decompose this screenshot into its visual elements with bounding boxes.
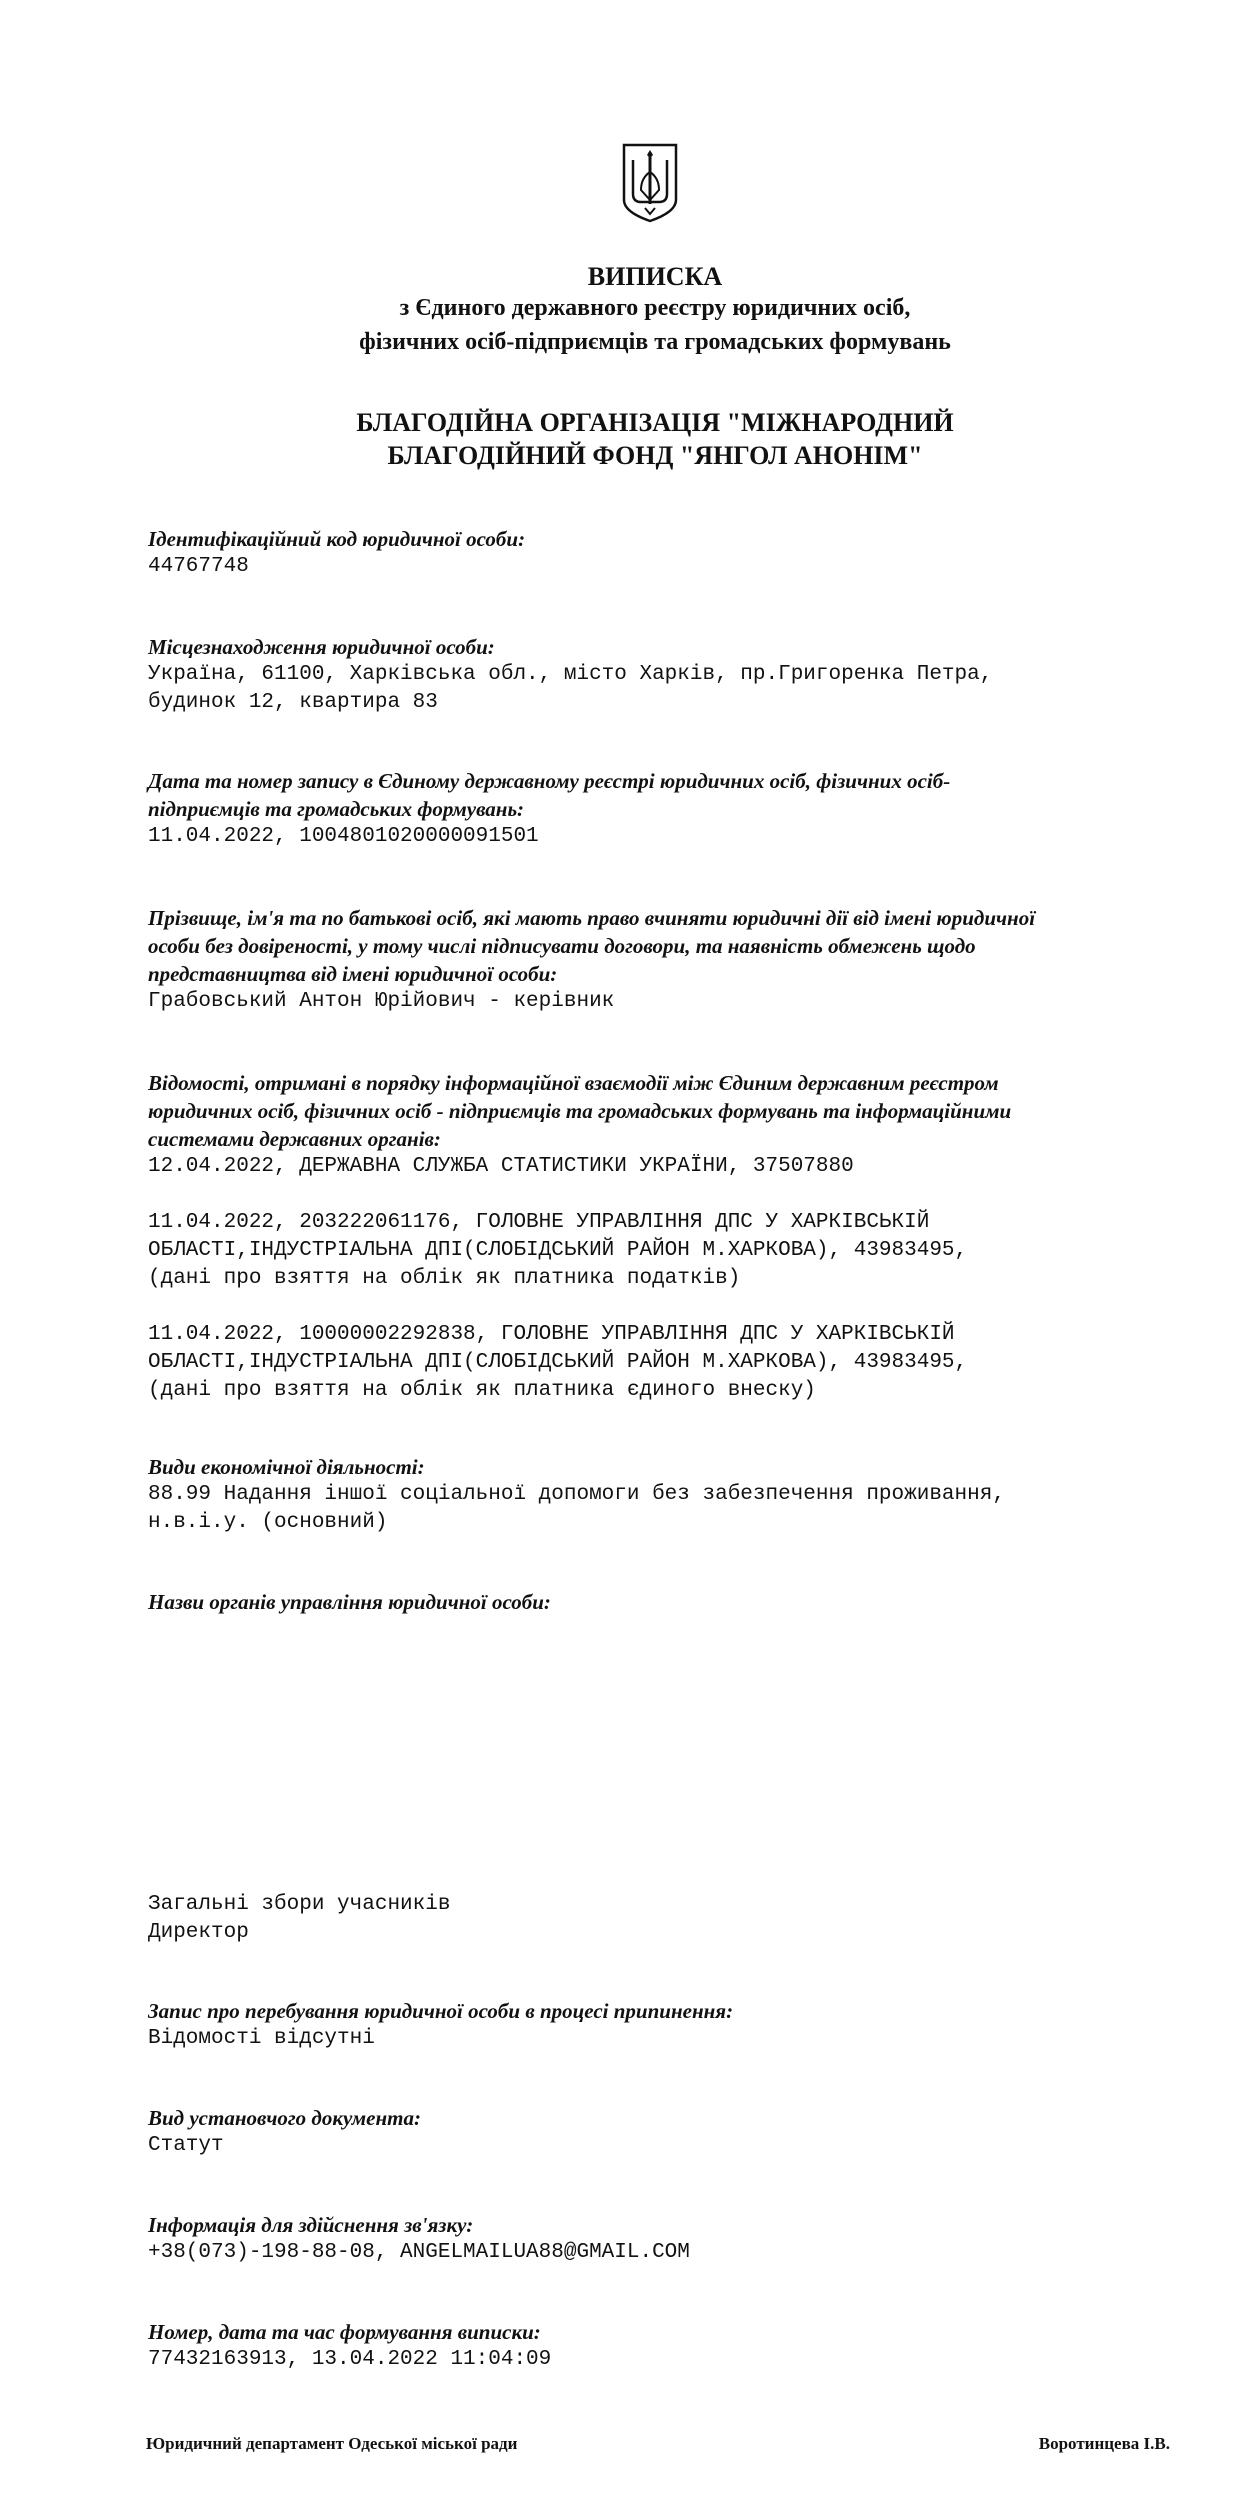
representatives-label-line3: представництва від імені юридичної особи: bbox=[148, 962, 558, 986]
trident-icon bbox=[621, 142, 679, 224]
interaction-label-line3: системами державних органів: bbox=[148, 1127, 441, 1151]
organization-name-line2: БЛАГОДІЙНИЙ ФОНД "ЯНГОЛ АНОНІМ" bbox=[387, 441, 923, 470]
organization-name-line1: БЛАГОДІЙНА ОРГАНІЗАЦІЯ "МІЖНАРОДНИЙ bbox=[356, 408, 954, 437]
document-title: ВИПИСКА bbox=[587, 262, 723, 291]
management-value-line2: Директор bbox=[148, 1921, 249, 1944]
representatives-label-line2: особи без довіреності, у тому числі підписувати договори, та наявність обмежень щодо bbox=[148, 934, 976, 958]
interaction-label-line2: юридичних осіб, фізичних осіб - підприємців та громадських формувань та інформаційними bbox=[148, 1099, 1012, 1123]
footer-department: Юридичний департамент Одеської міської ради bbox=[146, 2434, 518, 2453]
id-code-label: Ідентифікаційний код юридичної особи: bbox=[148, 527, 526, 551]
extract-info-label: Номер, дата та час формування виписки: bbox=[148, 2320, 541, 2344]
location-value-line2: будинок 12, квартира 83 bbox=[148, 691, 438, 714]
document-subtitle-line2: фізичних осіб-підприємців та громадських формувань bbox=[359, 329, 951, 355]
activities-label: Види економічної діяльності: bbox=[148, 1455, 425, 1479]
activities-value-line1: 88.99 Надання іншої соціальної допомоги без забезпечення проживання, bbox=[148, 1483, 1005, 1506]
interaction-entry-3-line2: ОБЛАСТІ,ІНДУСТРІАЛЬНА ДПІ(СЛОБІДСЬКИЙ РАЙОН М.ХАРКОВА), 43983495, bbox=[148, 1351, 968, 1374]
contact-label: Інформація для здійснення зв'язку: bbox=[148, 2213, 474, 2237]
representatives-label-line1: Прізвище, ім'я та по батькові осіб, які мають право вчиняти юридичні дії від імені юридичної bbox=[148, 906, 1036, 930]
management-label: Назви органів управління юридичної особи: bbox=[148, 1590, 551, 1614]
registration-value: 11.04.2022, 1004801020000091501 bbox=[148, 825, 539, 848]
termination-label: Запис про перебування юридичної особи в процесі припинення: bbox=[148, 1999, 734, 2023]
interaction-entry-3-line3: (дані про взяття на облік як платника єдиного внеску) bbox=[148, 1379, 816, 1402]
management-value-line1: Загальні збори учасників bbox=[148, 1893, 451, 1916]
interaction-entry-2-line3: (дані про взяття на облік як платника податків) bbox=[148, 1267, 741, 1290]
interaction-entry-2-line2: ОБЛАСТІ,ІНДУСТРІАЛЬНА ДПІ(СЛОБІДСЬКИЙ РАЙОН М.ХАРКОВА), 43983495, bbox=[148, 1239, 968, 1262]
representatives-value: Грабовський Антон Юрійович - керівник bbox=[148, 990, 615, 1013]
interaction-entry-3-line1: 11.04.2022, 10000002292838, ГОЛОВНЕ УПРАВЛІННЯ ДПС У ХАРКІВСЬКІЙ bbox=[148, 1323, 955, 1346]
interaction-label-line1: Відомості, отримані в порядку інформаційної взаємодії між Єдиним державним реєстром bbox=[148, 1071, 999, 1095]
id-code-value: 44767748 bbox=[148, 555, 249, 578]
location-label: Місцезнаходження юридичної особи: bbox=[148, 635, 495, 659]
registration-label-line2: підприємців та громадських формувань: bbox=[148, 797, 525, 821]
document-subtitle-line1: з Єдиного державного реєстру юридичних осіб, bbox=[399, 295, 911, 321]
extract-info-value: 77432163913, 13.04.2022 11:04:09 bbox=[148, 2348, 552, 2371]
contact-value: +38(073)-198-88-08, ANGELMAILUA88@GMAIL.COM bbox=[148, 2241, 690, 2264]
termination-value: Відомості відсутні bbox=[148, 2027, 375, 2050]
founding-doc-value: Статут bbox=[148, 2134, 224, 2157]
interaction-entry-1: 12.04.2022, ДЕРЖАВНА СЛУЖБА СТАТИСТИКИ УКРАЇНИ, 37507880 bbox=[148, 1155, 854, 1178]
footer-signatory: Воротинцева І.В. bbox=[1038, 2434, 1170, 2453]
interaction-entry-2-line1: 11.04.2022, 203222061176, ГОЛОВНЕ УПРАВЛІННЯ ДПС У ХАРКІВСЬКІЙ bbox=[148, 1211, 930, 1234]
activities-value-line2: н.в.і.у. (основний) bbox=[148, 1511, 388, 1534]
location-value-line1: Україна, 61100, Харківська обл., місто Харків, пр.Григоренка Петра, bbox=[148, 663, 993, 686]
founding-doc-label: Вид установчого документа: bbox=[148, 2106, 421, 2130]
registration-label-line1: Дата та номер запису в Єдиному державному реєстрі юридичних осіб, фізичних осіб- bbox=[148, 769, 951, 793]
